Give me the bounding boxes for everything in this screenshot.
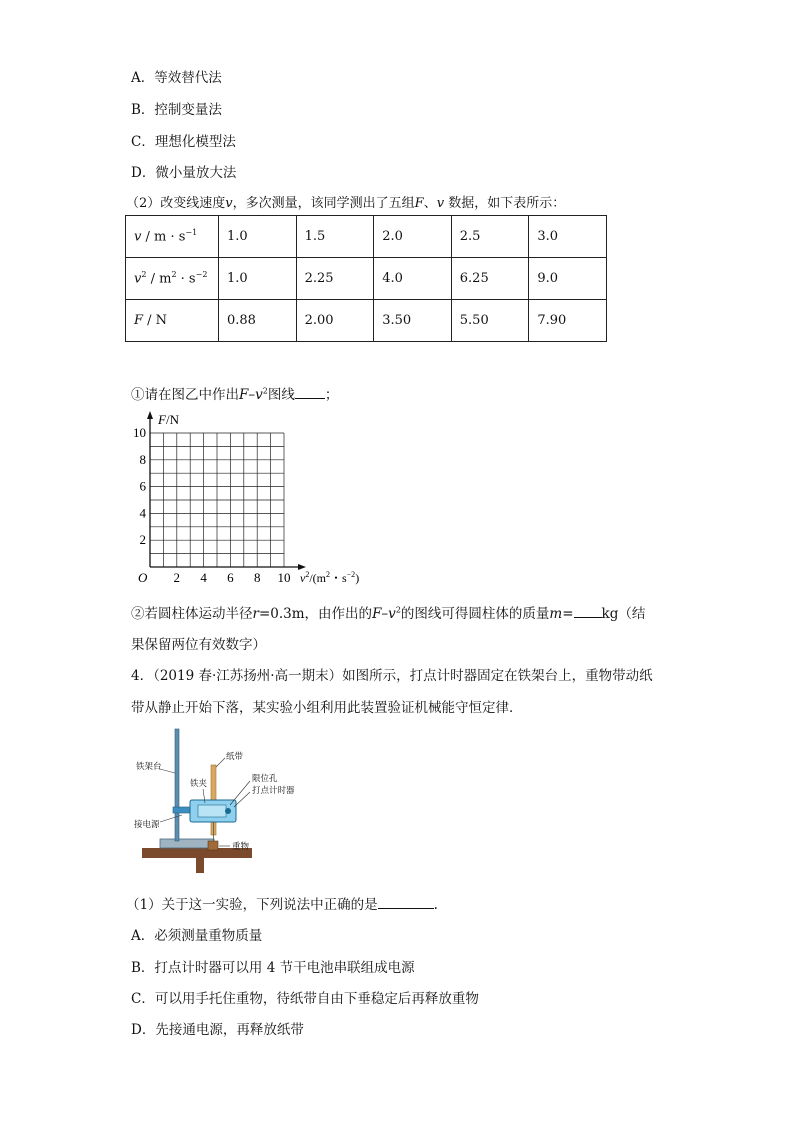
- option-letter: D．: [131, 1022, 156, 1038]
- q1-prompt: [131, 383, 338, 403]
- q4-sub1-answer-blank[interactable]: [378, 896, 434, 909]
- header-sup: −1: [185, 228, 198, 238]
- q2-answer-blank[interactable]: [574, 605, 602, 618]
- y-label-symbol: F: [158, 412, 166, 427]
- table-cell: 3.0: [529, 216, 607, 258]
- x-tick-labels: [174, 570, 291, 585]
- q4-line2: 带从静止开始下落，某实验小组利用此装置验证机械能守恒定律．: [131, 700, 523, 716]
- grid-lines: [150, 433, 284, 567]
- option-letter: B．: [131, 960, 155, 976]
- header-unit2: · s: [176, 271, 196, 287]
- option-b-line: [131, 98, 222, 118]
- weight-block: [208, 841, 218, 850]
- y-label-unit: /N: [165, 412, 179, 427]
- y-axis-label: [157, 412, 180, 427]
- q2-line1: [131, 602, 645, 622]
- x-tick-label: 6: [227, 570, 234, 585]
- header-sup: −2: [195, 270, 208, 280]
- header-unit-sup: 2: [171, 270, 177, 280]
- label-power: 接电源: [134, 819, 160, 829]
- part2-text: （2）改变线速度: [126, 196, 226, 211]
- header-symbol: v: [134, 271, 142, 287]
- table-cell: 1.0: [219, 216, 297, 258]
- y-tick-label: 6: [139, 478, 146, 494]
- header-square: 2: [141, 270, 147, 280]
- x-label-unit-sup: 2: [326, 570, 330, 579]
- table-cell: 9.0: [529, 258, 607, 300]
- q2-formula: F–v: [372, 606, 396, 622]
- row-header: [126, 216, 219, 258]
- option-text: 必须测量重物质量: [154, 928, 263, 944]
- data-table: [125, 215, 607, 342]
- apparatus-figure: [130, 725, 300, 875]
- y-tick-label: 2: [139, 532, 146, 548]
- table-cell: 2.25: [296, 258, 374, 300]
- q4-sub1-text: （1）关于这一实验，下列说法中正确的是: [126, 897, 378, 913]
- y-tick-label: 8: [139, 451, 146, 467]
- q4-option-d: [131, 1018, 304, 1038]
- row-header: [126, 258, 219, 300]
- table-leg: [196, 858, 204, 873]
- y-tick-label: 10: [133, 425, 146, 440]
- table-cell: 7.90: [529, 300, 607, 342]
- option-text: 可以用手托住重物，待纸带自由下垂稳定后再释放重物: [154, 991, 479, 1007]
- table-cell: 1.0: [219, 258, 297, 300]
- y-tick-label: 4: [139, 505, 146, 521]
- part2-sep: 、: [423, 196, 437, 211]
- table-cell: 4.0: [374, 258, 452, 300]
- q2-unit: kg（结: [601, 606, 646, 622]
- part2-var-v2: v: [436, 196, 445, 211]
- q2-r-value: =0.3m，由作出的: [258, 606, 373, 622]
- y-axis-arrow-icon: [147, 411, 153, 419]
- q2-var-m: m: [549, 606, 563, 622]
- x-tick-label: 8: [253, 570, 261, 585]
- q1-suffix: 图线: [267, 387, 295, 403]
- option-c-line: [131, 130, 236, 150]
- x-label-unit-sup2: −2: [346, 570, 356, 579]
- stand-base: [160, 839, 214, 848]
- header-unit: / m · s: [141, 229, 186, 245]
- option-text: 控制变量法: [154, 102, 222, 118]
- part2-var-f: F: [414, 196, 424, 211]
- option-letter: C．: [131, 134, 155, 150]
- graph-grid-figure: [120, 405, 390, 587]
- option-letter: D．: [131, 165, 156, 181]
- option-letter: A．: [131, 70, 155, 86]
- option-a-line: [131, 66, 222, 86]
- y-tick-labels: [133, 425, 147, 547]
- q2-sup: 2: [395, 605, 401, 615]
- x-tick-label: 4: [200, 570, 207, 585]
- option-text: 微小量放大法: [155, 165, 237, 181]
- option-text: 理想化模型法: [154, 134, 236, 150]
- timer-panel: [198, 805, 226, 817]
- table-cell: 2.0: [374, 216, 452, 258]
- label-hole: 限位孔: [252, 773, 278, 783]
- q2-var-r: r: [252, 606, 259, 622]
- q1-answer-blank[interactable]: [295, 386, 325, 399]
- label-stand: 铁架台: [136, 761, 162, 771]
- part2-text-suffix: 数据，如下表所示：: [444, 196, 566, 211]
- label-clamp: 铁夹: [190, 778, 208, 788]
- q4-option-b: [131, 956, 415, 976]
- option-text: 打点计时器可以用 4 节干电池串联组成电源: [154, 960, 415, 976]
- part2-intro: [126, 192, 565, 211]
- q1-end: ；: [324, 387, 339, 403]
- option-letter: B．: [131, 102, 155, 118]
- q4-option-c: [131, 987, 479, 1007]
- q2-mid: 的图线可得圆柱体的质量: [400, 606, 550, 622]
- q4-sub1-end: .: [433, 897, 438, 913]
- table-cell: 5.50: [451, 300, 529, 342]
- stand-pole: [175, 729, 179, 841]
- label-tape: 纸带: [226, 751, 244, 761]
- q2-eq: =: [562, 606, 574, 622]
- x-label-unit: /(m: [309, 571, 326, 585]
- q2-line2: 果保留两位有效数字）: [131, 637, 266, 653]
- header-symbol: F: [134, 313, 144, 328]
- header-unit: / N: [143, 313, 168, 328]
- x-axis-label: [300, 570, 359, 585]
- q4-sub1: [126, 893, 438, 913]
- option-text: 等效替代法: [154, 70, 222, 86]
- table-row: [126, 258, 607, 300]
- q4-option-a: [131, 924, 262, 944]
- table-cell: 6.25: [451, 258, 529, 300]
- q2-text: ②若圆柱体运动半径: [131, 606, 253, 622]
- x-label-close: ): [355, 571, 360, 585]
- option-letter: C．: [131, 991, 155, 1007]
- header-symbol: v: [134, 229, 142, 245]
- q1-text: ①请在图乙中作出: [131, 387, 239, 403]
- x-tick-label: 10: [277, 570, 291, 585]
- table-cell: 0.88: [219, 300, 297, 342]
- label-weight: 重物: [232, 841, 250, 851]
- table-cell: 2.00: [296, 300, 374, 342]
- part2-var-v: v: [225, 196, 233, 211]
- q1-sup: 2: [262, 386, 268, 396]
- option-letter: A．: [131, 928, 155, 944]
- table-cell: 1.5: [296, 216, 374, 258]
- table-cell: 2.5: [451, 216, 529, 258]
- table-row: [126, 300, 607, 342]
- q4-line1: 4．（2019 春·江苏扬州·高一期末）如图所示，打点计时器固定在铁架台上，重物带动纸: [131, 668, 653, 684]
- timer-knob: [225, 808, 231, 814]
- table-row: [126, 216, 607, 258]
- part2-text-mid: ，多次测量，该同学测出了五组: [232, 196, 415, 211]
- x-tick-label: 2: [173, 570, 181, 585]
- table-cell: 3.50: [374, 300, 452, 342]
- x-label-symbol: v: [300, 571, 306, 585]
- q1-formula: F–v: [239, 387, 263, 403]
- row-header: [126, 300, 219, 342]
- origin-label: O: [138, 570, 148, 585]
- label-timer: 打点计时器: [252, 785, 295, 795]
- option-d-line: [131, 161, 236, 181]
- x-label-unit2: ・s: [330, 571, 347, 585]
- option-text: 先接通电源，再释放纸带: [155, 1022, 304, 1038]
- x-label-sup: 2: [305, 570, 310, 579]
- header-unit: / m: [146, 271, 172, 287]
